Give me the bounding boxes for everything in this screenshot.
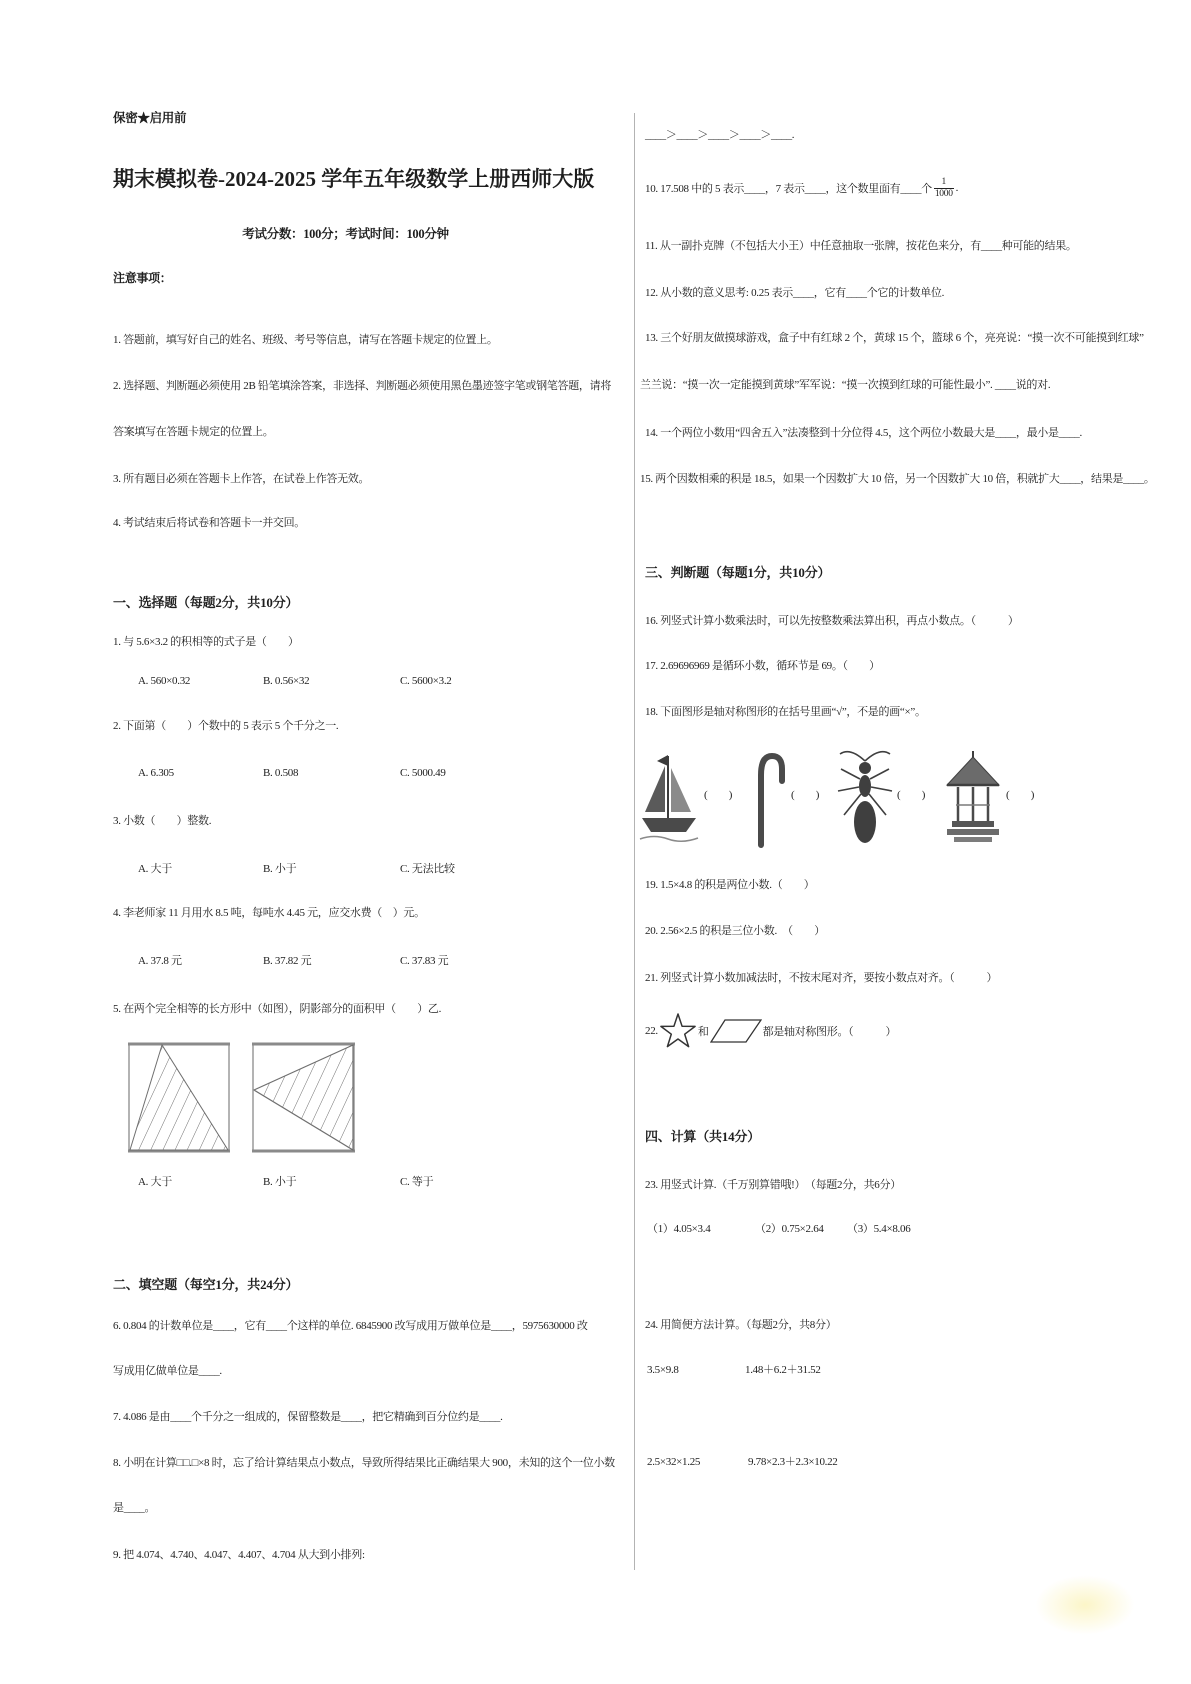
question-1: 1. 与 5.6×3.2 的积相等的式子是（ ） [113,636,299,648]
q22-text: 都是轴对称图形。（ ） [762,1026,897,1038]
q4-option-b: B. 37.82 元 [263,955,312,967]
question-21: 21. 列竖式计算小数加减法时，不按末尾对齐，要按小数点对齐。（ ） [645,972,998,984]
page-title: 期末模拟卷-2024-2025 学年五年级数学上册西师大版 [113,167,595,191]
column-divider [634,113,635,1570]
fraction-denominator: 1000 [934,188,953,199]
q24-item-1: 3.5×9.8 [647,1364,679,1376]
ant-image [836,745,894,854]
question-20: 20. 2.56×2.5 的积是三位小数. （ ） [645,925,825,937]
rectangle-figure-yi [252,1042,355,1158]
question-6-line2: 写成用亿做单位是____. [113,1365,222,1377]
section4-heading: 四、计算（共14分） [645,1129,761,1144]
question-13-line2: 兰兰说：“摸一次一定能摸到黄球”军军说：“摸一次摸到红球的可能性最小”. ____说的对. [640,379,1051,391]
question-10 [645,166,958,210]
note-line: 2. 选择题、判断题必须使用 2B 铅笔填涂答案，非选择、判断题必须使用黑色墨迹签字笔或钢笔答题，请将 [113,380,612,392]
question-22 [645,1009,896,1053]
question-19: 19. 1.5×4.8 的积是两位小数.（ ） [645,879,815,891]
fraction-one-thousandth [934,177,954,200]
notes-title: 注意事项： [113,271,172,285]
q10-period: . [955,182,959,194]
question-14: 14. 一个两位小数用“四舍五入”法凑整到十分位得 4.5，这个两位小数最大是____，最小是____. [645,427,1082,439]
q22-number: 22. [645,1025,658,1037]
rectangle-figure-jia [128,1042,230,1158]
q2-option-a: A. 6.305 [138,767,174,779]
q24-item-2: 1.48＋6.2＋31.52 [745,1364,821,1376]
q10-text: 10. 17.508 中的 5 表示____，7 表示____，这个数里面有____个 [645,183,932,195]
question-23: 23. 用竖式计算.（千万别算错哦!） （每题2分，共6分） [645,1179,901,1191]
q2-option-c: C. 5000.49 [400,767,446,779]
q2-option-b: B. 0.508 [263,767,299,779]
q18-bracket-2: ( ) [791,789,820,801]
q1-option-c: C. 5600×3.2 [400,675,452,687]
q1-option-b: B. 0.56×32 [263,675,310,687]
q3-option-a: A. 大于 [138,863,172,875]
question-8-line1: 8. 小明在计算□□.□×8 时，忘了给计算结果点小数点，导致所得结果比正确结果大 900，未知的这个一位小数 [113,1457,615,1469]
fraction-numerator: 1 [934,177,954,189]
section1-heading: 一、选择题（每题2分，共10分） [113,595,299,610]
sailboat-image [638,750,700,851]
q23-item-1: （1）4.05×3.4 [647,1223,711,1235]
question-6-line1: 6. 0.804 的计数单位是____，它有____个这样的单位. 6845900 改写成用万做单位是____，5975630000 改 [113,1320,588,1332]
q24-item-4: 9.78×2.3＋2.3×10.22 [748,1456,838,1468]
q18-bracket-3: ( ) [897,789,926,801]
q24-item-3: 2.5×32×1.25 [647,1456,701,1468]
question-17: 17. 2.69696969 是循环小数，循环节是 69。（ ） [645,660,880,672]
secret-label: 保密★启用前 [113,111,187,125]
q23-item-2: （2）0.75×2.64 [755,1223,824,1235]
question-16: 16. 列竖式计算小数乘法时，可以先按整数乘法算出积，再点小数点。（ ） [645,615,1019,627]
question-18: 18. 下面图形是轴对称图形的在括号里画“√”，不是的画“×”。 [645,706,926,718]
q23-item-3: （3）5.4×8.06 [847,1223,911,1235]
note-line: 4. 考试结束后将试卷和答题卡一并交回。 [113,517,305,529]
question-4: 4. 李老师家 11 月用水 8.5 吨，每吨水 4.45 元，应交水费（ ）元。 [113,907,425,919]
question-13-line1: 13. 三个好朋友做摸球游戏，盒子中有红球 2 个，黄球 15 个，篮球 6 个，亮亮说：“摸一次不可能摸到红球” [645,332,1144,344]
parallelogram-icon [710,1018,762,1044]
q18-bracket-1: ( ) [704,789,733,801]
q18-bracket-4: ( ) [1006,789,1035,801]
q4-option-a: A. 37.8 元 [138,955,182,967]
q3-option-c: C. 无法比较 [400,863,455,875]
q3-option-b: B. 小于 [263,863,297,875]
note-line: 答案填写在答题卡规定的位置上。 [113,426,274,438]
section3-heading: 三、判断题（每题1分，共10分） [645,565,831,580]
q5-option-c: C. 等于 [400,1176,434,1188]
scan-smudge-artifact [1035,1575,1135,1635]
hook-image [753,749,787,853]
question-15: 15. 两个因数相乘的积是 18.5，如果一个因数扩大 10 倍，另一个因数扩大 10 倍，积就扩大____，结果是____。 [640,473,1155,485]
question-12: 12. 从小数的意义思考: 0.25 表示____，它有____个它的计数单位. [645,287,945,299]
section2-heading: 二、填空题（每空1分，共24分） [113,1277,299,1292]
exam-meta: 考试分数：100分；考试时间：100分钟 [242,227,449,241]
question-8-line2: 是____。 [113,1502,156,1514]
q1-option-a: A. 560×0.32 [138,675,191,687]
q5-option-a: A. 大于 [138,1176,172,1188]
question-5: 5. 在两个完全相等的长方形中（如图），阴影部分的面积甲（ ）乙. [113,1003,442,1015]
question-9: 9. 把 4.074、4.740、4.047、4.407、4.704 从大到小排列: [113,1549,365,1561]
question-3: 3. 小数（ ）整数. [113,815,212,827]
question-24: 24. 用简便方法计算。（每题2分，共8分） [645,1319,837,1331]
star-icon [659,1011,697,1051]
note-line: 3. 所有题目必须在答题卡上作答，在试卷上作答无效。 [113,473,370,485]
question-9-answer-blanks: ____＞____＞____＞____＞____. [645,129,795,141]
question-2: 2. 下面第（ ）个数中的 5 表示 5 个千分之一. [113,720,339,732]
note-line: 1. 答题前，填写好自己的姓名、班级、考号等信息，请写在答题卡规定的位置上。 [113,334,498,346]
question-7: 7. 4.086 是由____个千分之一组成的，保留整数是____，把它精确到百分位约是____. [113,1411,503,1423]
q4-option-c: C. 37.83 元 [400,955,449,967]
q22-and: 和 [697,1026,709,1038]
q5-option-b: B. 小于 [263,1176,297,1188]
pavilion-image [944,749,1002,853]
question-11: 11. 从一副扑克牌（不包括大小王）中任意抽取一张牌，按花色来分，有____种可能的结果。 [645,240,1077,252]
